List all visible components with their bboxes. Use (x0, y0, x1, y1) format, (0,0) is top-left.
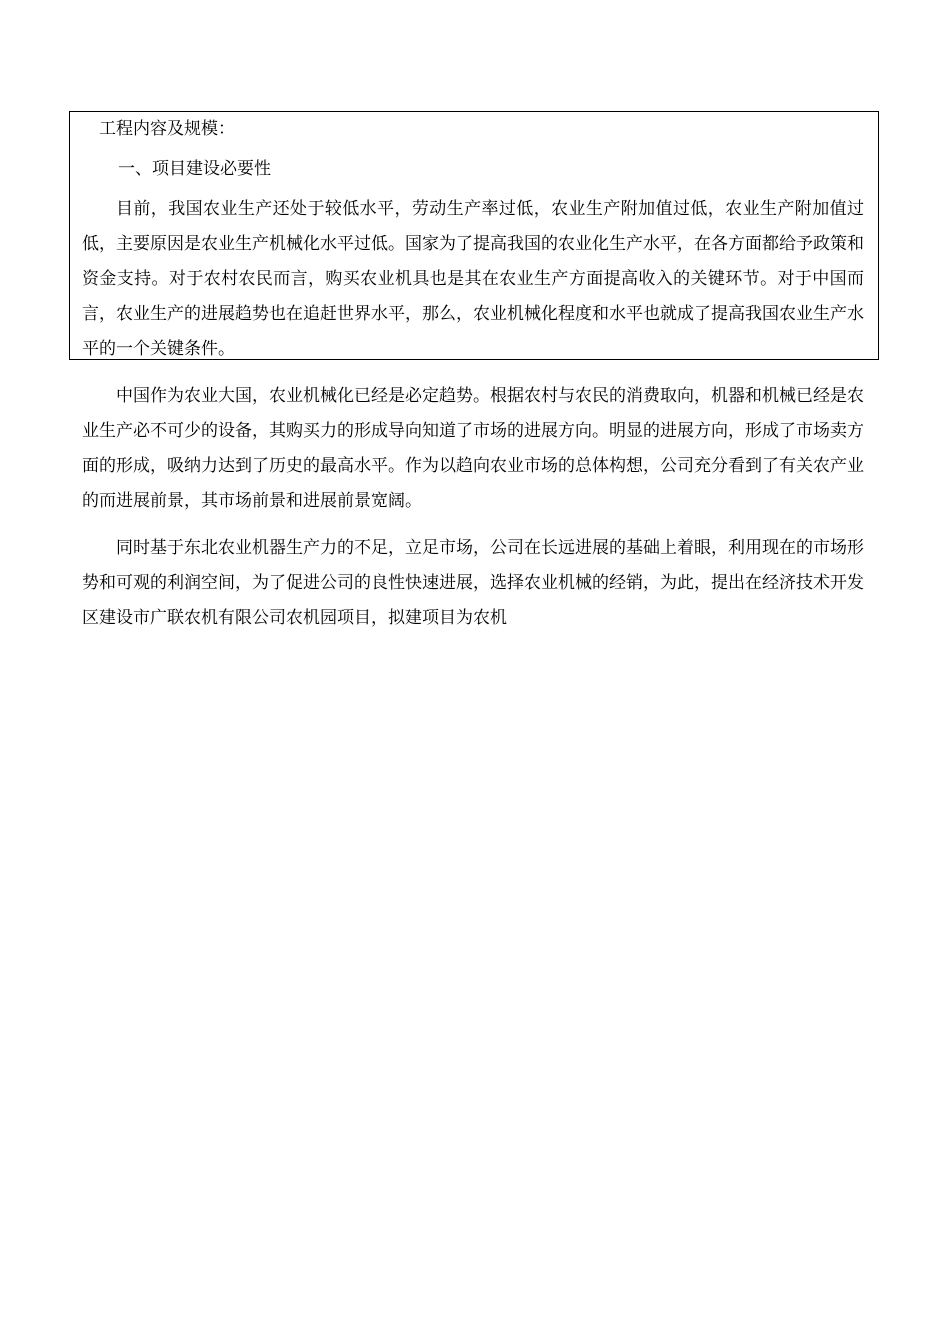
paragraph-group (82, 192, 864, 648)
section-heading: 一、项目建设必要性 (118, 159, 271, 179)
paragraph-1: 目前，我国农业生产还处于较低水平，劳动生产率过低，农业生产附加值过低，农业生产附加值过低，主要原因是农业生产机械化水平过低。国家为了提高我国的农业化生产水平，在各方面都给予政策和资金支持。对于农村农民而言，购买农业机具也是其在农业生产方面提高收入的关键环节。对于中国而言，农业生产的进展趋势也在追赶世界水平，那么，农业机械化程度和水平也就成了提高我国农业生产水平的一个关键条件。 (82, 199, 864, 359)
paragraph-2: 中国作为农业大国，农业机械化已经是必定趋势。根据农村与农民的消费取向，机器和机械已经是农业生产必不可少的设备，其购买力的形成导向知道了市场的进展方向。明显的进展方向，形成了市场卖方面的形成，吸纳力达到了历史的最高水平。作为以趋向农业市场的总体构想，公司充分看到了有关农产业的而进展前景，其市场前景和进展前景宽阔。 (82, 386, 864, 511)
section-label: 工程内容及规模： (99, 119, 235, 139)
paragraph-3: 同时基于东北农业机器生产力的不足，立足市场，公司在长远进展的基础上着眼，利用现在的市场形势和可观的利润空间，为了促进公司的良性快速进展，选择农业机械的经销，为此，提出在经济技术开发区建设市广联农机有限公司农机园项目，拟建项目为农机 (82, 538, 864, 628)
project-content-box (69, 111, 879, 628)
